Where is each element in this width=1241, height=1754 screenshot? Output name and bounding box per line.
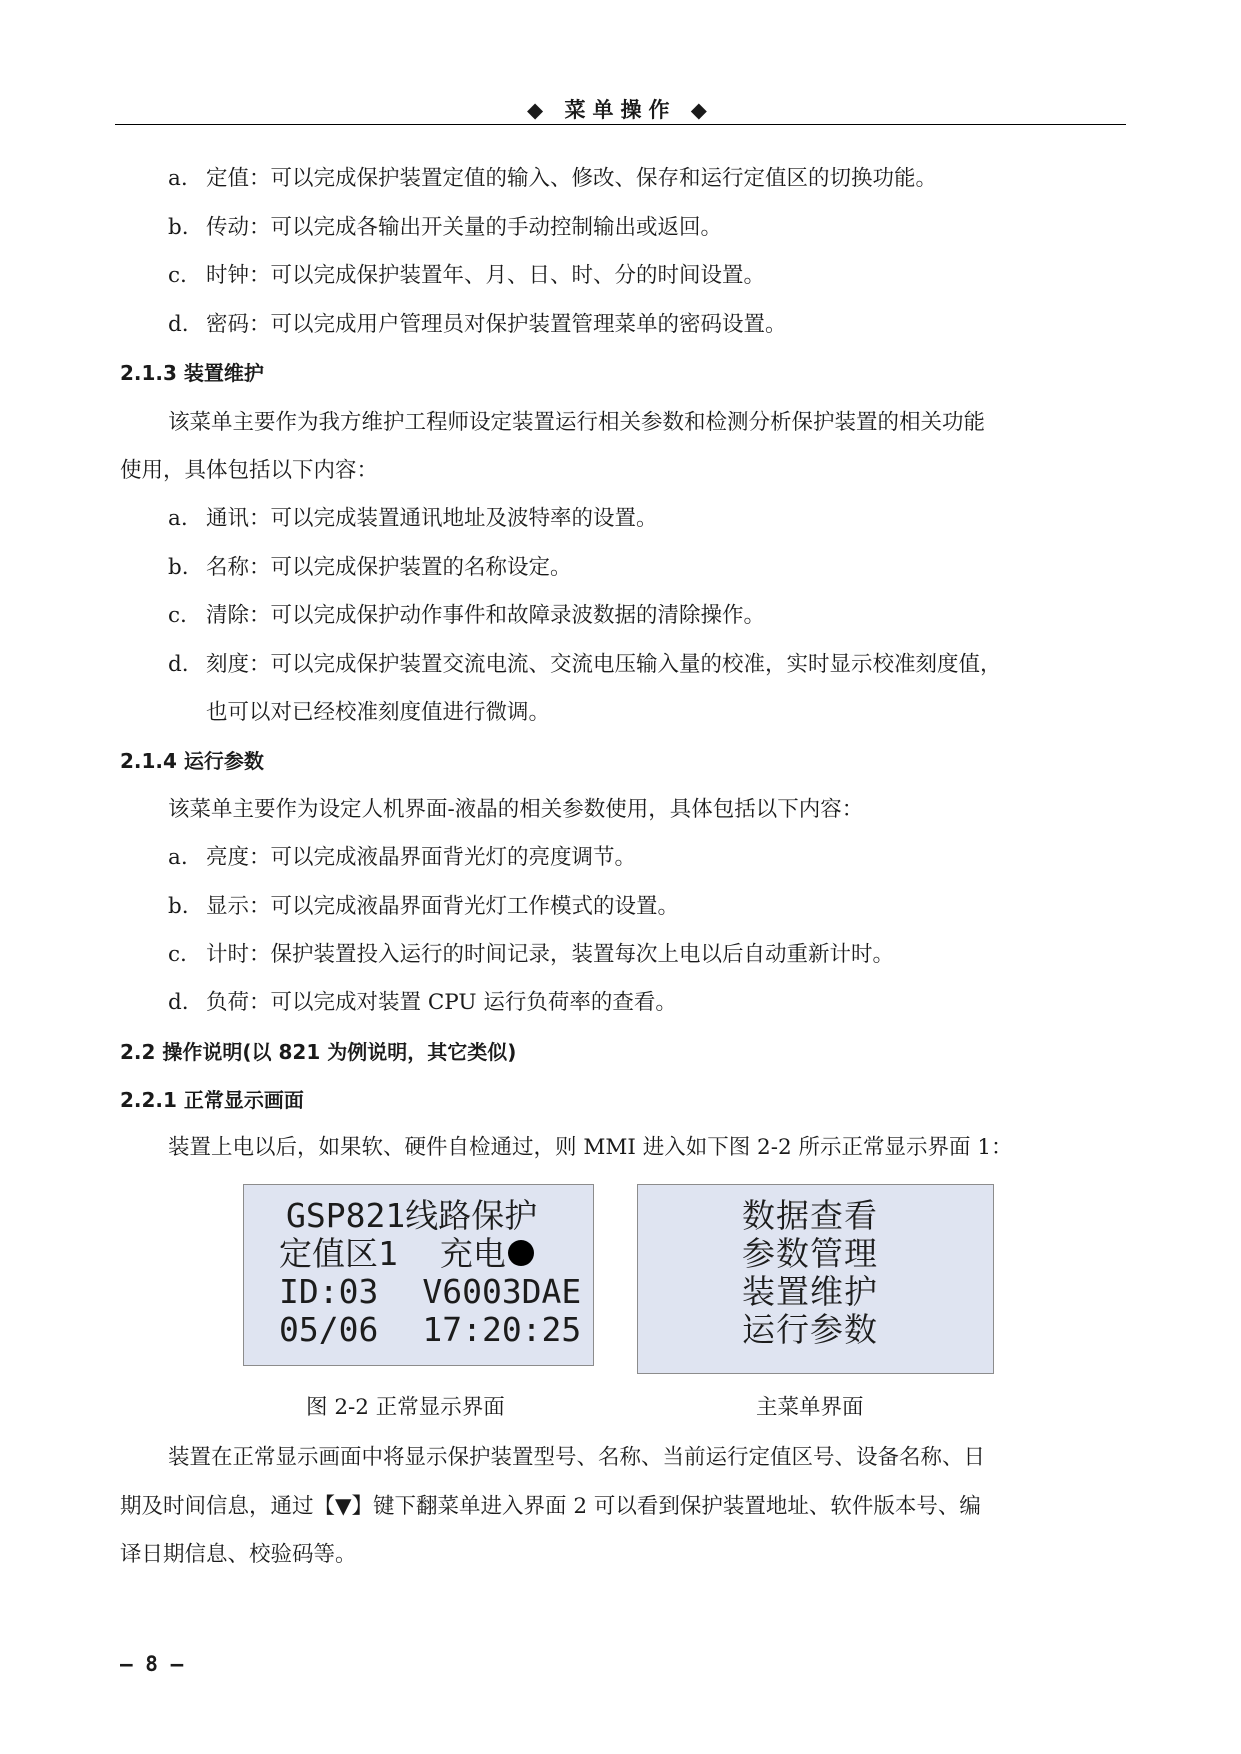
- figure-caption-normal-display: 图 2-2 正常显示界面: [306, 1395, 505, 1420]
- list-item-text: 传动：可以完成各输出开关量的手动控制输出或返回。: [206, 215, 723, 240]
- paragraph-line: 译日期信息、校验码等。: [120, 1542, 357, 1567]
- list-item: [168, 164, 937, 194]
- lcd-main-menu: [637, 1184, 994, 1374]
- section-heading-2-2: 2.2 操作说明(以 821 为例说明，其它类似): [120, 1040, 517, 1064]
- lcd-time-text: 17:20:25: [422, 1310, 582, 1349]
- paragraph-line: 该菜单主要作为设定人机界面-液晶的相关参数使用，具体包括以下内容：: [168, 797, 864, 822]
- paragraph-line: 装置上电以后，如果软、硬件自检通过，则 MMI 进入如下图 2-2 所示正常显示界面 1：: [168, 1135, 1013, 1160]
- section-heading-2-1-3: 2.1.3 装置维护: [120, 361, 264, 385]
- lcd-normal-display: [243, 1184, 594, 1366]
- paragraph-line: 装置在正常显示画面中将显示保护装置型号、名称、当前运行定值区号、设备名称、日: [168, 1445, 986, 1470]
- charge-indicator-dot-icon: [508, 1240, 534, 1266]
- page-header-title: ◆ 菜单操作 ◆: [527, 98, 714, 122]
- list-item-text: 显示：可以完成液晶界面背光灯工作模式的设置。: [206, 894, 680, 919]
- menu-item-device-maintenance[interactable]: 装置维护: [742, 1272, 878, 1311]
- lcd-setting-zone-text: 定值区1: [279, 1234, 398, 1273]
- menu-item-data-view[interactable]: 数据查看: [742, 1196, 878, 1235]
- list-item-text: 刻度：可以完成保护装置交流电流、交流电压输入量的校准，实时显示校准刻度值，: [206, 652, 1002, 677]
- lcd-date-text: 05/06: [279, 1310, 379, 1349]
- menu-item-run-parameters[interactable]: 运行参数: [742, 1310, 878, 1349]
- list-item: [168, 310, 787, 340]
- list-item-label: d.: [168, 652, 189, 677]
- section-heading-2-2-1: 2.2.1 正常显示画面: [120, 1088, 304, 1112]
- list-item-text: 计时：保护装置投入运行的时间记录，装置每次上电以后自动重新计时。: [206, 942, 895, 967]
- list-item: [168, 553, 572, 583]
- list-item-label: d.: [168, 990, 189, 1015]
- list-item-label: a.: [168, 166, 188, 191]
- list-item-label: b.: [168, 215, 189, 240]
- menu-item-parameter-management[interactable]: 参数管理: [742, 1234, 878, 1273]
- list-item-label: c.: [168, 603, 187, 628]
- paragraph-line: 使用，具体包括以下内容：: [120, 458, 379, 483]
- list-item: [168, 261, 765, 291]
- header-rule: [115, 124, 1126, 125]
- list-item-continuation: 也可以对已经校准刻度值进行微调。: [206, 700, 551, 725]
- list-item-text: 密码：可以完成用户管理员对保护装置管理菜单的密码设置。: [206, 312, 787, 337]
- list-item-label: c.: [168, 942, 187, 967]
- lcd-version-text: V6003DAE: [422, 1272, 582, 1311]
- lcd-line-id-version: [279, 1273, 581, 1311]
- list-item: [168, 940, 894, 970]
- list-item-label: a.: [168, 845, 188, 870]
- list-item-text: 清除：可以完成保护动作事件和故障录波数据的清除操作。: [206, 603, 766, 628]
- list-item: [168, 601, 765, 631]
- list-item-text: 通讯：可以完成装置通讯地址及波特率的设置。: [206, 506, 658, 531]
- paragraph-line: 该菜单主要作为我方维护工程师设定装置运行相关参数和检测分析保护装置的相关功能: [168, 410, 986, 435]
- list-item: [168, 892, 679, 922]
- lcd-id-text: ID:03: [279, 1272, 379, 1311]
- list-item-label: d.: [168, 312, 189, 337]
- page-number: – 8 –: [120, 1652, 184, 1676]
- figure-caption-main-menu: 主菜单界面: [756, 1395, 864, 1420]
- list-item: [168, 988, 677, 1018]
- list-item-text: 负荷：可以完成对装置 CPU 运行负荷率的查看。: [206, 990, 677, 1015]
- list-item-text: 亮度：可以完成液晶界面背光灯的亮度调节。: [206, 845, 637, 870]
- list-item-label: b.: [168, 555, 189, 580]
- list-item-label: c.: [168, 263, 187, 288]
- lcd-line-model: GSP821线路保护: [286, 1196, 538, 1235]
- list-item-label: a.: [168, 506, 188, 531]
- list-item: [168, 213, 722, 243]
- list-item-text: 名称：可以完成保护装置的名称设定。: [206, 555, 572, 580]
- list-item: [168, 843, 636, 873]
- list-item-text: 定值：可以完成保护装置定值的输入、修改、保存和运行定值区的切换功能。: [206, 166, 938, 191]
- list-item: [168, 650, 1002, 680]
- list-item-text: 时钟：可以完成保护装置年、月、日、时、分的时间设置。: [206, 263, 766, 288]
- list-item: [168, 504, 658, 534]
- list-item-label: b.: [168, 894, 189, 919]
- section-heading-2-1-4: 2.1.4 运行参数: [120, 749, 264, 773]
- paragraph-line: 期及时间信息，通过【▼】键下翻菜单进入界面 2 可以看到保护装置地址、软件版本号、编: [120, 1494, 981, 1519]
- lcd-line-setting-zone: [279, 1235, 534, 1273]
- lcd-charge-text: 充电: [439, 1234, 506, 1273]
- lcd-line-datetime: [279, 1311, 581, 1349]
